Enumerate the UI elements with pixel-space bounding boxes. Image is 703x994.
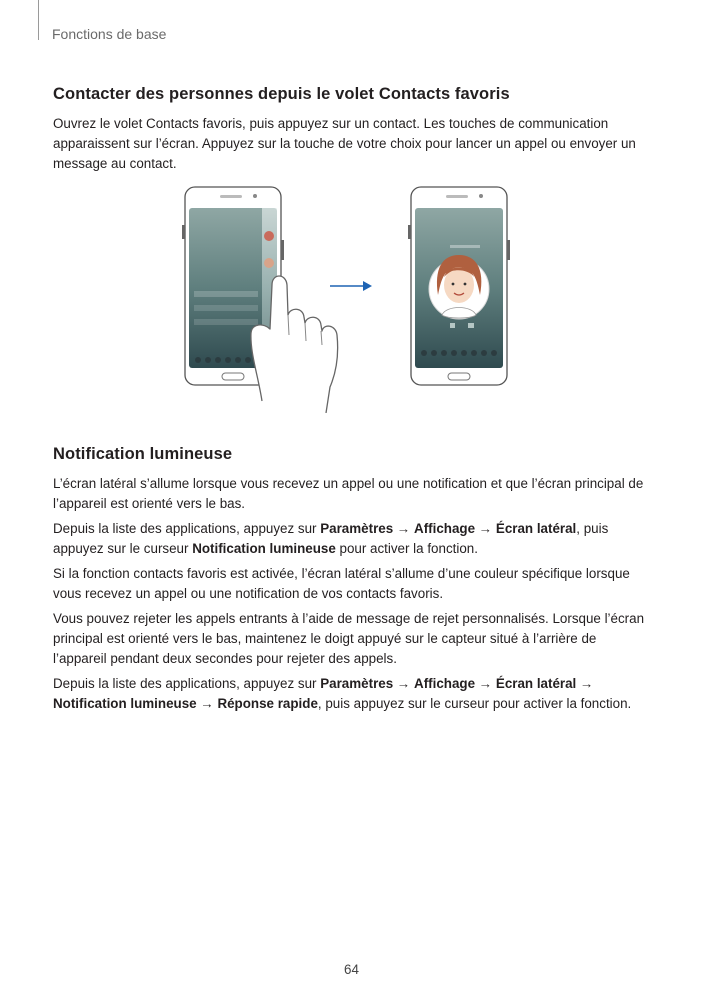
- section-notification-lumineuse: [53, 445, 653, 719]
- paragraph: L’écran latéral s’allume lorsque vous recevez un appel ou une notification et que l’écran principal de l’appareil est orienté vers le bas.: [53, 476, 644, 511]
- section-heading: Contacter des personnes depuis le volet Contacts favoris: [53, 85, 510, 103]
- menu-path-item: Affichage: [414, 521, 476, 536]
- running-header: Fonctions de base: [52, 26, 167, 42]
- paragraph: Si la fonction contacts favoris est activée, l’écran latéral s’allume d’une couleur spécifique lorsque vous recevez un appel ou une notification de vos contacts favoris.: [53, 566, 630, 601]
- menu-path-item: Écran latéral: [495, 521, 577, 536]
- setting-name: Notification lumineuse: [192, 541, 336, 556]
- menu-path-item: Paramètres: [320, 676, 394, 691]
- menu-path-item: Affichage: [414, 676, 476, 691]
- menu-path-item: Paramètres: [320, 521, 394, 536]
- paragraph: Depuis la liste des applications, appuyez sur Paramètres → Affichage → Écran latéral → Notification lumineuse → Réponse rapide, puis appuyez sur le curseur pour activer la fonction.: [53, 676, 632, 711]
- arrow-right-icon: [330, 281, 372, 291]
- menu-path-item: Écran latéral: [495, 676, 577, 691]
- paragraph: Depuis la liste des applications, appuyez sur Paramètres → Affichage → Écran latéral, puis appuyez sur le curseur Notification lumineuse pour activer la fonction.: [53, 521, 609, 556]
- paragraph: Ouvrez le volet Contacts favoris, puis appuyez sur un contact. Les touches de communication apparaissent sur l’écran. Appuyez sur la touche de votre choix pour lancer un appel ou envoyer un message au contact.: [53, 116, 636, 171]
- section-contacts-favoris: [53, 85, 653, 179]
- page-number: 64: [344, 962, 359, 977]
- menu-path-item: Notification lumineuse: [53, 696, 197, 711]
- margin-line: [38, 0, 39, 40]
- paragraph: Vous pouvez rejeter les appels entrants à l’aide de message de rejet personnalisés. Lorsque l’écran principal est orienté vers le bas, maintenez le doigt appuyé sur le capteur situé à l’arrière de l’appareil pendant deux secondes pour rejeter des appels.: [53, 611, 645, 666]
- illustration: [180, 185, 520, 413]
- section-heading: Notification lumineuse: [53, 445, 233, 463]
- menu-path-item: Réponse rapide: [217, 696, 318, 711]
